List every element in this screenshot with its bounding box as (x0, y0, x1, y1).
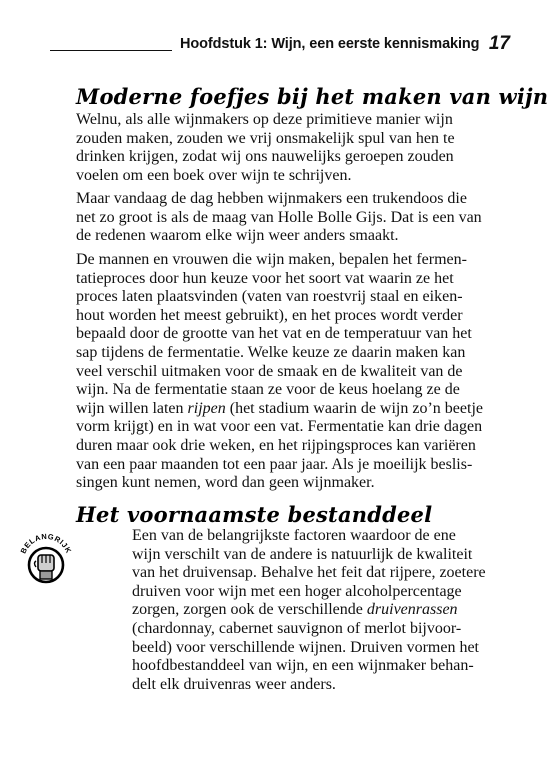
text-line: delt elk druivenras weer anders. (132, 675, 336, 693)
text-line: Maar vandaag de dag hebben wijnmakers een trukendoos die (76, 190, 467, 207)
text-line: hoofdbestanddeel van wijn, en een wijnmaker behan- (132, 657, 474, 675)
text-line: druiven voor wijn met een hoger alcoholpercentage (132, 582, 462, 600)
chapter-title: Hoofdstuk 1: Wijn, een eerste kennismaking (180, 36, 480, 52)
text-line: van een paar maanden tot een paar jaar. Als je moeilijk beslis- (76, 455, 473, 473)
header-rule (50, 50, 172, 51)
text-line: de redenen waarom elke wijn weer anders smaakt. (76, 227, 399, 245)
text-line: sap tijdens de fermentatie. Welke keuze ze daarin maken kan (76, 343, 466, 361)
text-line: bepaald door de grootte van het vat en de temperatuur van het (76, 325, 472, 343)
section-heading-1: Moderne foefjes bij het maken van wijn (76, 84, 549, 109)
text-line: wijn verschilt van de andere is natuurlijk de kwaliteit (132, 545, 473, 563)
emphasis-term: druivenrassen (366, 601, 458, 619)
text-line: Welnu, als alle wijnmakers op deze primitieve manier wijn (76, 111, 453, 128)
text-line: Een van de belangrijkste factoren waardoor de ene (132, 527, 456, 544)
text-line: wijn. Na de fermentatie staan ze voor de keus hoelang ze de (76, 381, 460, 399)
icon-label: BELANGRIJK (18, 531, 74, 555)
paragraph-2 (76, 190, 482, 246)
text-run: zorgen, zorgen ook de verschillende (132, 601, 367, 619)
text-line: tatieproces door hun keuze voor het soort vat waarin ze het (76, 269, 454, 287)
text-line: proces laten plaatsvinden (vaten van roestvrij staal en eiken- (76, 288, 463, 306)
text-line: veel verschil uitmaken voor de smaak en de kwaliteit van de (76, 362, 463, 380)
text-line: zouden maken, zouden we vrij onsmakelijk spul van hen te (76, 129, 455, 147)
text-line: hout worden het meest gebruikt), en het proces wordt verder (76, 306, 463, 324)
text-line: net zo groot is als de maag van Holle Bolle Gijs. Dat is een van (76, 208, 482, 226)
important-fist-icon (14, 525, 80, 591)
text-line: voelen om een boek over wijn te schrijven. (76, 166, 352, 184)
text-line: van het druivensap. Behalve het feit dat rijpere, zoetere (132, 564, 486, 582)
text-line: drinken krijgen, zodat wij ons nauwelijks geroepen zouden (76, 148, 454, 166)
paragraph-4 (132, 527, 486, 694)
page-number: 17 (488, 33, 510, 54)
paragraph-1 (76, 111, 455, 185)
text-line: beeld) voor verschillende wijnen. Druiven vormen het (132, 638, 479, 656)
text-line: vorm krijgt) en in wat voor een vat. Fermentatie kan drie dagen (76, 418, 483, 436)
text-line: De mannen en vrouwen die wijn maken, bepalen het fermen- (76, 251, 467, 268)
text-line: (chardonnay, cabernet sauvignon of merlot bijvoor- (132, 619, 462, 637)
text-run: (het stadium waarin de wijn zo’n beetje (225, 399, 483, 417)
paragraph-3 (76, 251, 483, 493)
text-line: singen kunt nemen, word dan geen wijnmaker. (76, 474, 375, 492)
text-line: duren maar ook drie weken, en het rijpingsproces kan variëren (76, 436, 476, 454)
emphasis-term: rijpen (187, 399, 226, 417)
running-header (50, 33, 510, 60)
text-run: wijn willen laten (76, 399, 188, 417)
section-heading-2: Het voornaamste bestanddeel (76, 502, 433, 527)
text-line (132, 601, 486, 620)
text-line (76, 400, 483, 419)
